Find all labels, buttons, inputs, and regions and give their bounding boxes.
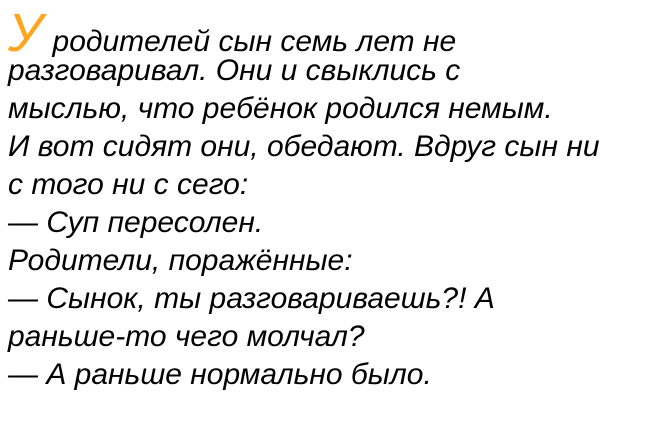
text-line bbox=[8, 3, 642, 63]
text-line: раньше-то чего молчал? bbox=[8, 320, 365, 353]
dropcap-letter: У bbox=[8, 3, 43, 63]
text-line: — А раньше нормально было. bbox=[8, 358, 432, 391]
text-line: — Сынок, ты разговариваешь?! А bbox=[8, 282, 495, 315]
text-line-content: родителей сын семь лет не bbox=[52, 25, 457, 58]
text-line: мыслью, что ребёнок родился немым. bbox=[8, 92, 553, 125]
text-line: И вот сидят они, обедают. Вдруг сын ни bbox=[8, 130, 600, 163]
text-line: с того ни с сего: bbox=[8, 168, 249, 201]
text-line: Родители, поражённые: bbox=[8, 244, 353, 277]
text-line: разговаривал. Они и свыклись с bbox=[8, 54, 461, 87]
text-line: — Суп пересолен. bbox=[8, 206, 264, 239]
